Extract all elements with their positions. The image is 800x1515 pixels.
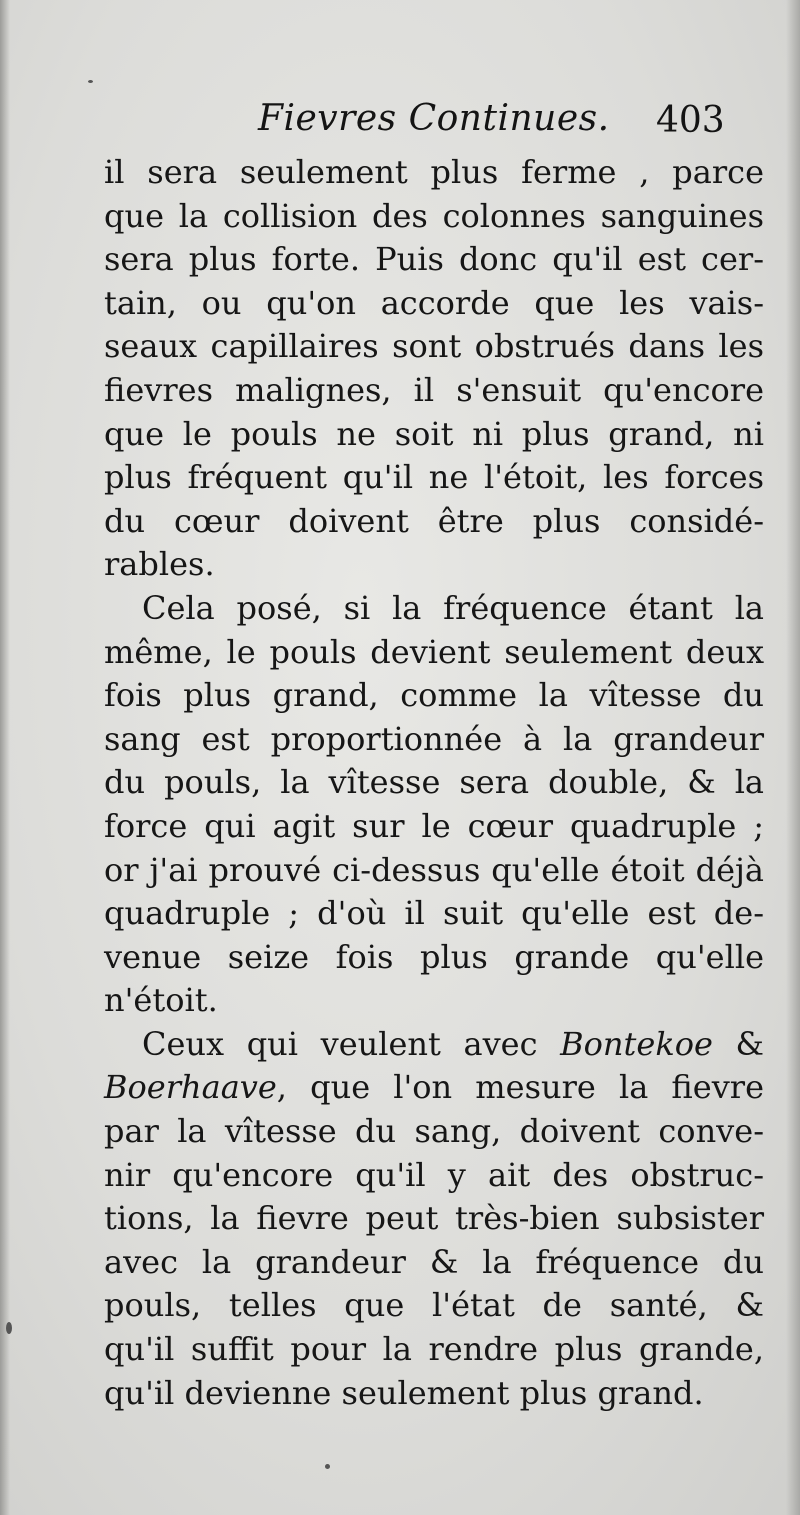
text-line <box>104 1066 764 1110</box>
text-line: sang est proportionnée à la grandeur <box>104 719 764 758</box>
paragraph-2 <box>104 587 764 1023</box>
text-line: il sera seulement plus ferme , parce <box>104 153 764 191</box>
page-number: 403 <box>656 100 725 141</box>
text-line: tain, ou qu'on accorde que les vais- <box>104 283 764 322</box>
page-header <box>0 92 800 142</box>
author-name-boerhaave: Boerhaave <box>104 1068 277 1107</box>
page-edge-shadow-left <box>0 0 10 1515</box>
text-line: qu'il suffit pour la rendre plus grande, <box>104 1330 764 1369</box>
text-line: qu'il devienne seulement plus grand. <box>104 1373 704 1412</box>
text-line: que le pouls ne soit ni plus grand, ni <box>104 414 764 453</box>
text-line: Cela posé, si la fréquence étant la <box>142 588 764 627</box>
author-name-bontekoe: Bontekoe <box>560 1024 713 1063</box>
text-line: venue seize fois plus grande qu'elle <box>104 937 764 976</box>
paragraph-1 <box>104 151 764 587</box>
text-line: du cœur doivent être plus considé- <box>104 501 764 540</box>
ink-speck <box>325 1464 330 1469</box>
text-line: n'étoit. <box>104 981 218 1020</box>
ink-speck <box>6 1322 12 1334</box>
text-line: sera plus forte. Puis donc qu'il est cer- <box>104 240 764 279</box>
text-line: rables. <box>104 545 215 584</box>
text-line: nir qu'encore qu'il y ait des obstruc- <box>104 1155 764 1194</box>
text-line: plus fréquent qu'il ne l'étoit, les forces <box>104 458 764 497</box>
text-line: seaux capillaires sont obstrués dans les <box>104 327 764 366</box>
text-line: quadruple ; d'où il suit qu'elle est de- <box>104 894 764 933</box>
text-line: tions, la fievre peut très-bien subsister <box>104 1199 764 1238</box>
text-line <box>104 1023 764 1067</box>
text-line: fois plus grand, comme la vîtesse du <box>104 676 764 715</box>
page-edge-shadow-right <box>786 0 800 1515</box>
text-segment: , que l'on mesure la fievre <box>276 1068 764 1107</box>
paragraph-3 <box>104 1023 764 1415</box>
running-title: Fievres Continues. <box>258 98 610 139</box>
body-text <box>104 151 764 1415</box>
text-line: même, le pouls devient seulement deux <box>104 632 764 671</box>
text-line: avec la grandeur & la fréquence du <box>104 1242 764 1281</box>
text-line: que la collision des colonnes sanguines <box>104 196 764 235</box>
text-line: par la vîtesse du sang, doivent conve- <box>104 1112 764 1151</box>
ink-speck <box>88 80 93 83</box>
text-line: or j'ai prouvé ci-dessus qu'elle étoit déjà <box>104 850 764 889</box>
text-line: force qui agit sur le cœur quadruple ; <box>104 806 764 845</box>
text-line: du pouls, la vîtesse sera double, & la <box>104 763 764 802</box>
text-segment: & <box>712 1024 764 1063</box>
text-line: fievres malignes, il s'ensuit qu'encore <box>104 370 764 409</box>
text-line: pouls, telles que l'état de santé, & <box>104 1286 764 1325</box>
text-segment: Ceux qui veulent avec <box>142 1024 561 1063</box>
